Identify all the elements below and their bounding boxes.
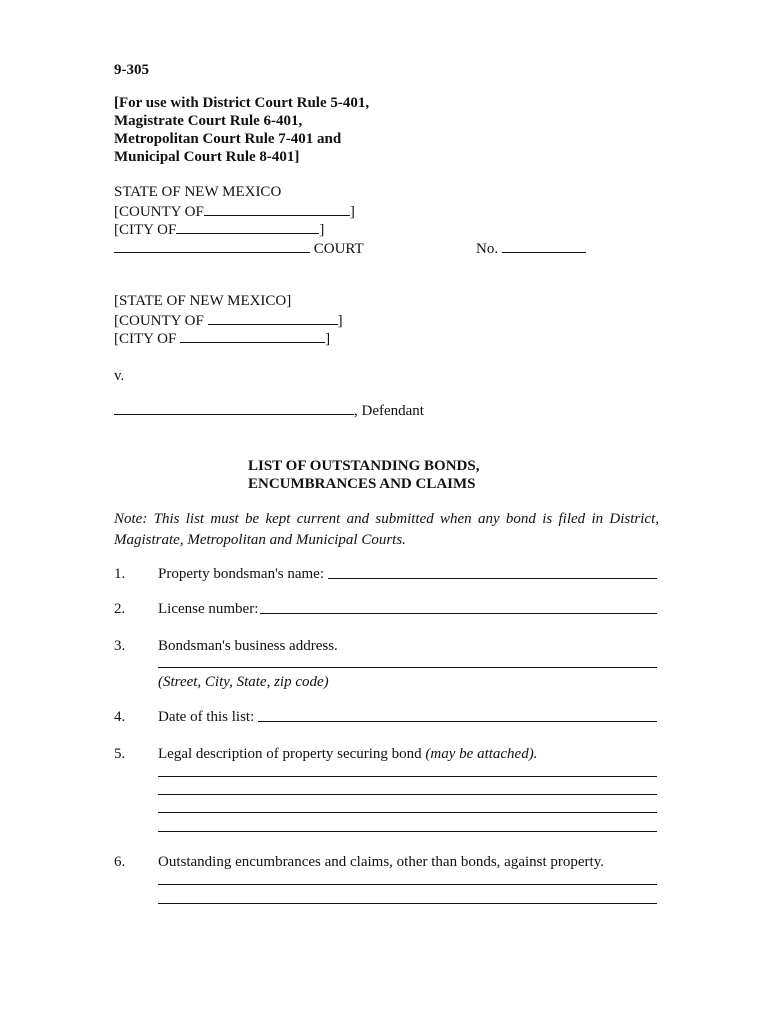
plaintiff-city-blank[interactable]: [180, 329, 325, 343]
legal-description-line-1[interactable]: [158, 776, 657, 777]
caption-city: [114, 220, 324, 239]
case-number-blank[interactable]: [502, 239, 586, 253]
defendant-label: , Defendant: [354, 403, 424, 419]
defendant-line: [114, 401, 424, 420]
form-number: 9-305: [114, 62, 149, 78]
plaintiff-city-close: ]: [325, 331, 331, 347]
caption-county-label: [COUNTY OF: [114, 204, 204, 220]
item-3-label: Bondsman's business address.: [158, 638, 338, 654]
city-blank[interactable]: [176, 220, 319, 234]
item-1-label: Property bondsman's name:: [158, 566, 325, 582]
caption-county: [114, 202, 355, 221]
plaintiff-state: [STATE OF NEW MEXICO]: [114, 293, 292, 309]
license-number-blank[interactable]: [260, 613, 657, 614]
county-blank[interactable]: [204, 202, 350, 216]
item-6-number: 6.: [114, 854, 126, 870]
address-hint: (Street, City, State, zip code): [158, 674, 329, 690]
rule-header-line-4: Municipal Court Rule 8-401]: [114, 149, 300, 165]
plaintiff-city-label: [CITY OF: [114, 331, 177, 347]
caption-state: STATE OF NEW MEXICO: [114, 184, 282, 200]
item-4-label: Date of this list:: [158, 709, 255, 725]
court-label: COURT: [313, 241, 364, 257]
encumbrances-line-2[interactable]: [158, 903, 657, 904]
item-5-number: 5.: [114, 746, 126, 762]
title-line-1: LIST OF OUTSTANDING BONDS,: [248, 458, 480, 474]
item-1-number: 1.: [114, 566, 126, 582]
plaintiff-county-label: [COUNTY OF: [114, 313, 204, 329]
business-address-blank[interactable]: [158, 667, 657, 668]
court-blank[interactable]: [114, 239, 310, 253]
item-3-number: 3.: [114, 638, 126, 654]
rule-header-line-3: Metropolitan Court Rule 7-401 and: [114, 131, 342, 147]
encumbrances-line-1[interactable]: [158, 884, 657, 885]
item-5-label: [158, 745, 537, 763]
caption-county-close: ]: [349, 204, 355, 220]
item-2-number: 2.: [114, 601, 126, 617]
caption-court: [114, 239, 364, 258]
legal-description-line-2[interactable]: [158, 794, 657, 795]
plaintiff-city: [114, 329, 330, 348]
plaintiff-county: [114, 311, 343, 330]
case-number-label: No.: [476, 241, 499, 257]
item-5-label-text: Legal description of property securing bond: [158, 746, 422, 762]
caption-city-close: ]: [319, 222, 325, 238]
bondsman-name-blank[interactable]: [328, 578, 657, 579]
versus: v.: [114, 368, 125, 384]
plaintiff-county-close: ]: [337, 313, 343, 329]
defendant-blank[interactable]: [114, 401, 354, 415]
item-5-label-italic: (may be attached).: [425, 746, 538, 762]
legal-description-line-4[interactable]: [158, 831, 657, 832]
title-line-2: ENCUMBRANCES AND CLAIMS: [248, 476, 476, 492]
rule-header-line-2: Magistrate Court Rule 6-401,: [114, 113, 303, 129]
caption-city-label: [CITY OF: [114, 222, 177, 238]
list-date-blank[interactable]: [258, 721, 657, 722]
item-6-label: Outstanding encumbrances and claims, other than bonds, against property.: [158, 854, 604, 870]
item-4-number: 4.: [114, 709, 126, 725]
plaintiff-county-blank[interactable]: [208, 311, 338, 325]
legal-description-line-3[interactable]: [158, 812, 657, 813]
item-2-label: License number:: [158, 601, 259, 617]
note-text: Note: This list must be kept current and submitted when any bond is filed in District, Magistrate, Metropolitan and Municipal Courts.: [114, 511, 659, 548]
case-number: [476, 239, 586, 258]
rule-header-line-1: [For use with District Court Rule 5-401,: [114, 95, 370, 111]
